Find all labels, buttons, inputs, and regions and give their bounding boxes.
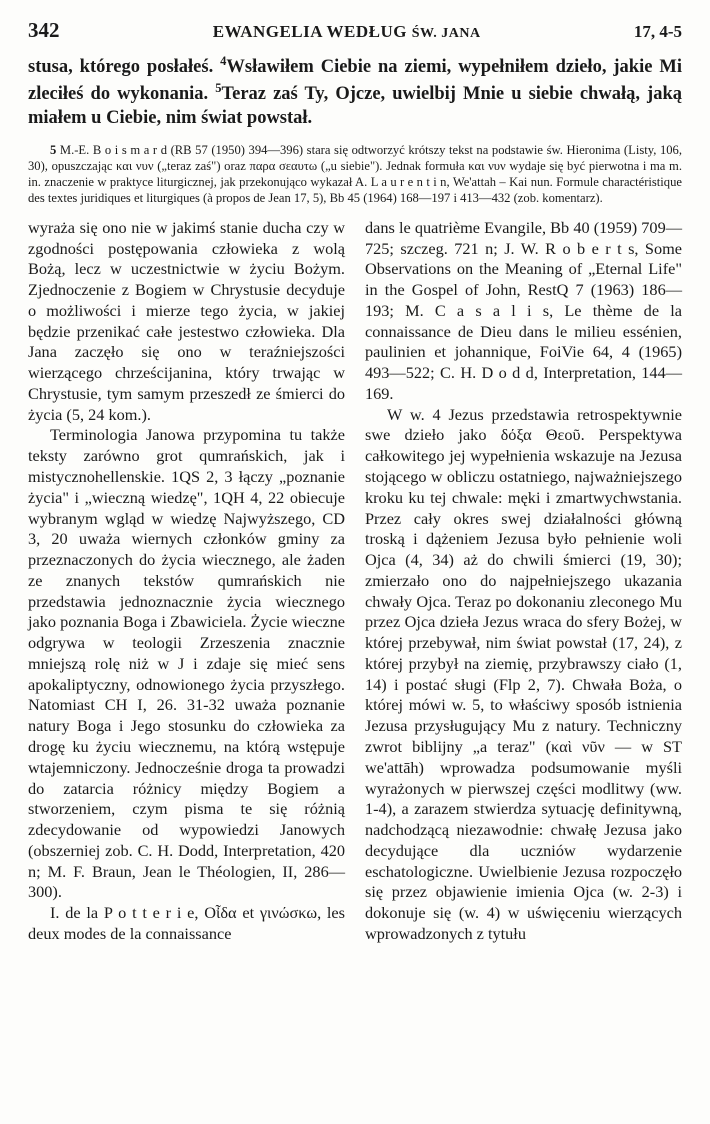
scripture-part-2: Wsławiłem Ciebie na ziemi, wypełniłem dzieło, jakie Mi zleciłeś do wykonania. (28, 57, 682, 105)
page-number: 342 (28, 18, 60, 42)
scripture-part-3: Teraz zaś Ty, Ojcze, uwielbij Mnie u siebie chwałą, jaką miałem u Ciebie, nim świat powstał. (28, 84, 682, 129)
verse-number-5: 5 (215, 81, 222, 96)
scripture-text (26, 53, 684, 131)
running-head (26, 18, 684, 43)
verse-number-4: 4 (220, 54, 227, 68)
right-column (365, 218, 682, 945)
page-title (60, 22, 634, 42)
paragraph: wyraża się ono nie w jakimś stanie ducha czy w zgodności postępowania człowieka z wolą Bożą, lecz w uczestnictwie w życiu Bożym. Zjednoczenie z Bogiem w Chrystusie decyduje o możliwości i mierze tego życia, w jakiej będzie przenikać całe jestestwo człowieka. Dla Jana zaczęło się ono w teraźniejszości wierzącego chrześcijanina, który trwając w Chrystusie, tym samym przeszedł ze śmierci do życia (5, 24 kom.). (28, 217, 345, 424)
verse-reference: 17, 4-5 (633, 22, 682, 41)
paragraph: W w. 4 Jezus przedstawia retrospektywnie swe dzieło jako δόξα Θεοῦ. Perspektywa całkowitego jej wypełnienia wskazuje na Jezusa stojącego w obliczu ostatniego, najważniejszego kroku ku tej chwale: męki i zmartwychwstania. Przez cały okres swej działalności główną troską i dążeniem Jezusa było pełnienie woli Ojca (4, 34) aż do chwili śmierci (19, 30); zmierzało ono do najpełniejszego ukazania chwały Ojca. Teraz po dokonaniu zleconego Mu przez Ojca dzieła Jezus wraca do sfery Bożej, w której przebywał, nim świat powstał (17, 24), z której przybył na ziemię, przybrawszy ciało (1, 14) i postać sługi (Flp 2, 7). Chwała Boża, o której mówi w. 5, to właściwy sposób istnienia Jezusa przysługujący Mu z natury. Techniczny zwrot biblijny „a teraz" (καὶ νῦν — w ST we'attāh) wprowadza podsumowanie myśli wyrażonych w pierwszej części modlitwy (ww. 1-4), a zarazem stwierdza sytuację definitywną, nadchodzącą niezawodnie: chwałę Jezusa jako decydujące dla uczniów wydarzenie eschatologiczne. Uwielbienie Jezusa rozpoczęło się przez objawienie imienia Ojca (w. 2-3) i dokonuje się (w. 4) w uświęceniu wierzących wprowadzonych z tytułu (365, 404, 682, 943)
two-column-body (26, 218, 684, 945)
critical-apparatus-note (26, 143, 684, 207)
paragraph: dans le quatrième Evangile, Bb 40 (1959) 709—725; szczeg. 721 n; J. W. R o b e r t s, Some Observations on the Meaning of „Eternal Life" in the Gospel of John, RestQ 7 (1963) 186—193; M. C a s a l i s, Le thème de la connaissance de Dieu dans le milieu essénien, paulinien et johannique, FoiVie 64, 4 (1965) 493—522; C. H. D o d d, Interpretation, 144—169. (365, 217, 682, 403)
page-title-main: EWANGELIA WEDŁUG (212, 22, 407, 41)
paragraph: I. de la P o t t e r i e, Οἶδα et γινώσκω, les deux modes de la connaissance (28, 903, 345, 943)
apparatus-note-number: 5 (50, 142, 57, 157)
apparatus-note-text: M.-E. B o i s m a r d (RB 57 (1950) 394—396) stara się odtworzyć krótszy tekst na podstawie św. Hieronima (Listy, 106, 30), opuszczając και νυν („teraz zaś") oraz παρα σεαυτω („u siebie"). Jednak formuła και νυν wydaje się być pierwotna i ma m. in. znaczenie w praktyce liturgicznej, jak przekonująco wykazał A. L a u r e n t i n, We'attah – Kai nun. Formule charactéristique des textes juridiques et liturgiques (à propos de Jean 17, 5), Bb 45 (1964) 168—197 i 413—432 (zob. komentarz). (28, 142, 682, 205)
left-column (28, 218, 345, 945)
page-title-saint: ŚW. JANA (411, 26, 481, 41)
scripture-part-1: stusa, którego posłałeś. (28, 57, 214, 78)
paragraph: Terminologia Janowa przypomina tu także teksty zarówno grot qumrańskich, jak i mistycznohellenskie. 1QS 2, 3 łączy „poznanie życia" i „wieczną wiedzę", 1QH 4, 22 obiecuje wybranym wgląd w wiedzę Najwyższego, CD 3, 20 uważa wiernych członków gminy za przeznaczonych do życia wiecznego, ale żaden ze znanych tekstów qumrańskich nie przedstawia jednoznacznie życia wiecznego jako poznania Boga i Zbawiciela. Życie wieczne odgrywa w teologii Zrzeszenia znacznie mniejszą rolę niż w J i zdaje się mieć sens apokaliptyczny, odnowionego życia przyszłego. Natomiast CH I, 26. 31-32 uważa poznanie natury Boga i Jego stosunku do człowieka za drogę ku życiu wiecznemu, na którą wstępuje wtajemniczony. Jednocześnie droga ta prowadzi do zatarcia różnicy między Bogiem a stworzeniem, czym pisma te się różnią zdecydowanie od wypowiedzi Janowych (obszerniej zob. C. H. Dodd, Interpretation, 420 n; M. F. Braun, Jean le Théologien, II, 286—300). (28, 425, 345, 902)
